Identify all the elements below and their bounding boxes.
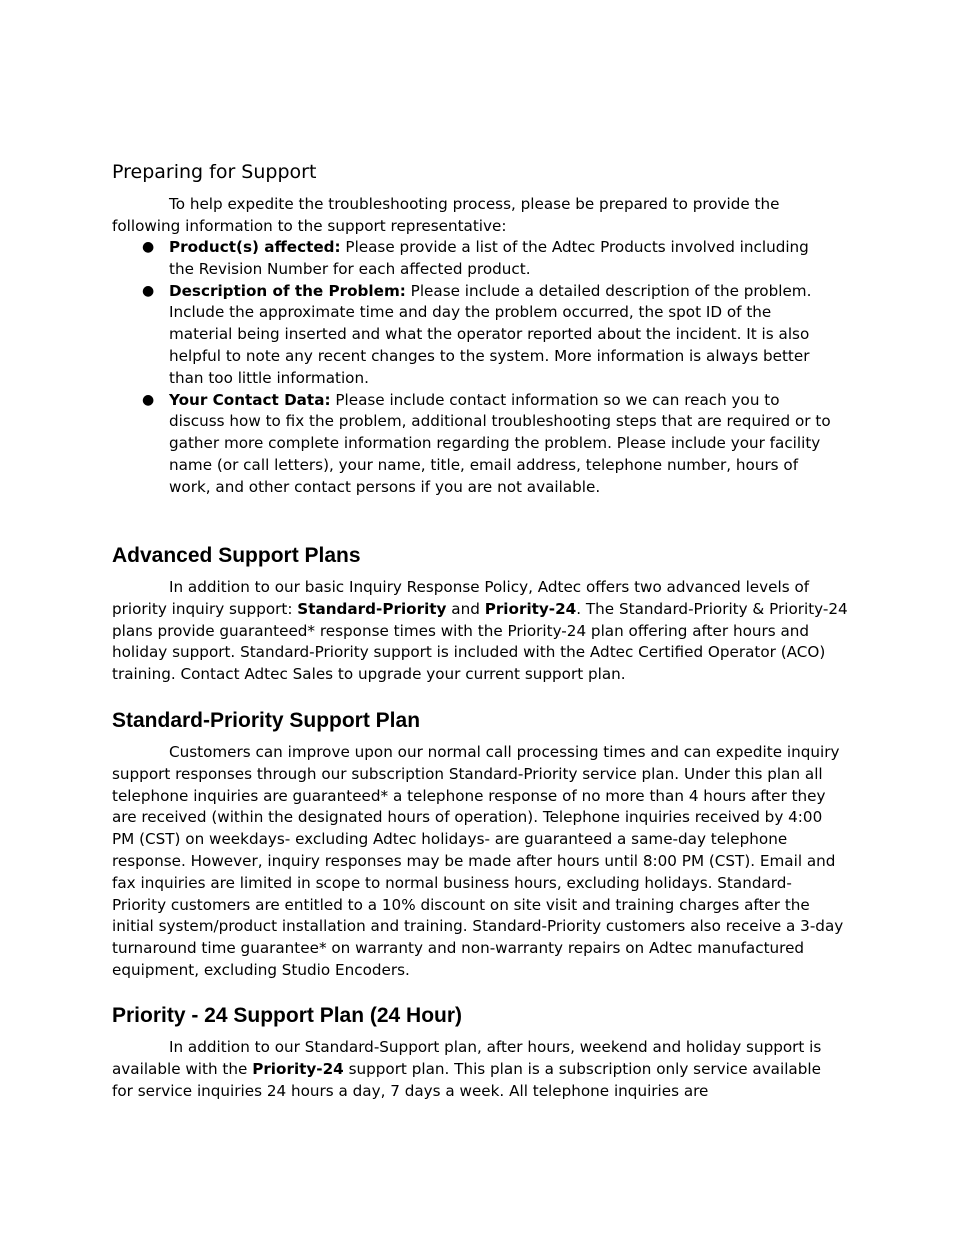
text-segment: In addition to our basic Inquiry Response Policy, Adtec offers two advanced levels of priority inquiry support: [112,578,810,618]
list-item-label: Product(s) affected: [169,238,341,256]
bold-standard-priority: Standard-Priority [297,599,447,618]
priority-24-paragraph [112,1037,844,1102]
text-segment: support plan. This plan is a subscription only service available for service inquiries 24 hours a day, 7 days a week. All telephone inquiries are [112,1059,821,1100]
preparing-for-support-heading: Preparing for Support [112,161,317,183]
bullet-icon: ● [142,239,155,255]
list-item-text: Please include a detailed description of the problem. Include the approximate time and day the problem occurred, the spot ID of the material being inserted and what the operator reported about the incident. It is also helpful to note any recent changes to the system. More information is always better than too little information. [169,281,812,387]
list-item-problem-description [112,281,844,390]
bold-priority-24: Priority-24 [484,599,577,618]
list-item-label: Your Contact Data: [169,390,331,409]
priority-24-plan-heading: Priority - 24 Support Plan (24 Hour) [112,1004,463,1027]
bullet-icon: ● [142,282,155,299]
list-item-text: Please provide a list of the Adtec Products involved including the Revision Number for each affected product. [169,238,809,278]
bullet-icon: ● [142,391,155,408]
list-item-text: Please include contact information so we can reach you to discuss how to fix the problem, additional troubleshooting steps that are required or to gather more complete information regarding the problem. Please include your facility name (or call letters), your name, title, email address, telephone number, hours of work, and other contact persons if you are not available. [169,390,831,496]
standard-priority-paragraph: Customers can improve upon our normal call processing times and can expedite inquiry support responses through our subscription Standard-Priority service plan. Under this plan all telephone inquiries are guaranteed* a telephone response of no more than 4 hours after they are received (within the designated hours of operation). Telephone inquiries received by 4:00 PM (CST) on weekdays- excluding Adtec holidays- are guaranteed a same-day telephone response. However, inquiry responses may be made after hours until 8:00 PM (CST). Email and fax inquiries are limited in scope to normal business hours, excluding holidays. Standard-Priority customers are entitled to a 10% discount on site visit and training charges after the initial system/product installation and training. Standard-Priority customers also receive a 3-day turnaround time guarantee* on warranty and non-warranty repairs on Adtec manufactured equipment, excluding Studio Encoders. [112,743,844,979]
bold-priority-24: Priority-24 [252,1059,344,1078]
text-segment: and [446,599,485,618]
preparing-intro-paragraph: To help expedite the troubleshooting process, please be prepared to provide the following information to the support representative: [112,195,780,235]
text-segment: . The Standard-Priority & Priority-24 plans provide guaranteed* response times with the Priority-24 plan offering after hours and holiday support. Standard-Priority support is included with the Adtec Certified Operator (ACO) training. Contact Adtec Sales to upgrade your current support plan. [112,599,848,684]
list-item-products-affected [112,237,844,281]
list-item-contact-data [112,390,844,499]
advanced-support-plans-heading: Advanced Support Plans [112,544,361,567]
advanced-support-paragraph [112,577,848,686]
preparing-info-list [112,237,844,499]
list-item-label: Description of the Problem: [169,281,406,300]
text-segment: In addition to our Standard-Support plan, after hours, weekend and holiday support is available with the [112,1038,822,1078]
standard-priority-plan-heading: Standard-Priority Support Plan [112,709,421,732]
